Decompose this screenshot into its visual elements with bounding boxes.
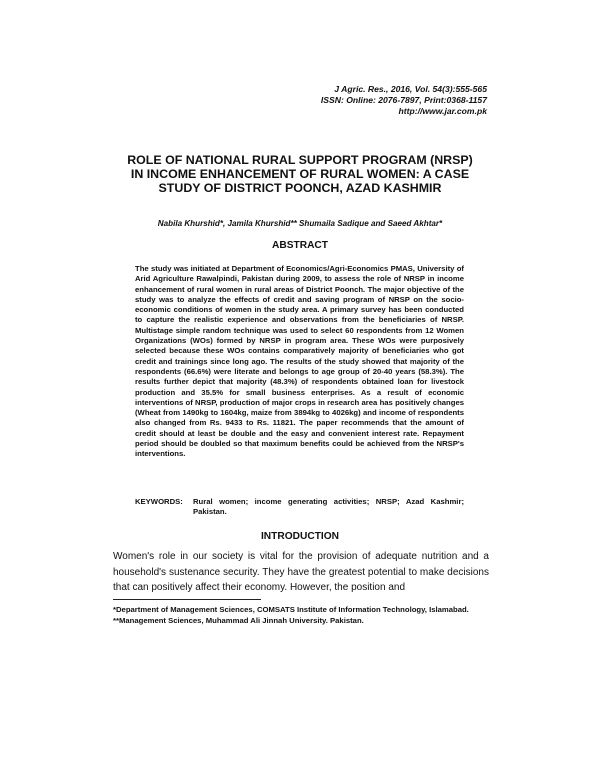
abstract-text: The study was initiated at Department of Economics/Agri-Economics PMAS, University of Arid Agriculture Rawalpindi, Pakistan during 2009, to assess the role of NRSP in income enhancement of rural women in rural areas of District Poonch. The major objective of the study was to analyze the effects of credit and saving program of NRSP on the socio-economic conditions of women in the study area. A primary survey has been conducted to capture the realistic experience and observations from the beneficiaries of NRSP. Multistage simple random technique was used to select 60 respondents from 12 Women Organizations (WOs) formed by NRSP in program area. These WOs were purposively selected because these WOs contains comparatively majority of beneficiaries who got credit and trainings since long ago. The results of the study showed that majority of the respondents (66.6%) were literate and belongs to age group of 20-40 years (58.3%). The results further depict that majority (48.3%) of respondents obtained loan for livestock production and 35.5% for small business enterprises. As a result of economic interventions of NRSP, production of major crops in research area has positively changes (Wheat from 1490kg to 1604kg, maize from 3894kg to 4026kg) and income of respondents also changed from Rs. 9433 to Rs. 11821. The paper recommends that the amount of credit should at least be double and the easy and convenient interest rate. Repayment period should be doubled so that maximum benefits could be achieved from the NRSP's interventions. [135,264,464,459]
introduction-heading: INTRODUCTION [260,531,340,542]
footnote-affiliations: *Department of Management Sciences, COMSATS Institute of Information Technology, Islamabad. **Management Sciences, Muhammad Ali Jinnah University. Pakistan. [113,605,469,625]
author-list: Nabila Khurshid*, Jamila Khurshid** Shumaila Sadique and Saeed Akhtar* [157,219,443,228]
paper-title: ROLE OF NATIONAL RURAL SUPPORT PROGRAM (NRSP) IN INCOME ENHANCEMENT OF RURAL WOMEN: A CASE STUDY OF DISTRICT POONCH, AZAD KASHMIR [127,153,473,195]
journal-citation: J Agric. Res., 2016, Vol. 54(3):555-565 [334,84,487,94]
keywords [135,497,464,518]
introduction-text: Women's role in our society is vital for the provision of adequate nutrition and a household's sustenance security. They have the greatest potential to make decisions that can positively affect their economy. However, the position and [113,551,489,593]
keywords-text: Rural women; income generating activities; NRSP; Azad Kashmir; Pakistan. [193,497,464,517]
abstract-heading: ABSTRACT [271,240,329,251]
keywords-label: KEYWORDS: [135,497,183,506]
journal-issn: ISSN: Online: 2076-7897, Print:0368-1157 [320,95,487,105]
journal-url: http://www.jar.com.pk [398,106,487,116]
footnote-divider [113,599,261,600]
journal-info [321,84,487,117]
